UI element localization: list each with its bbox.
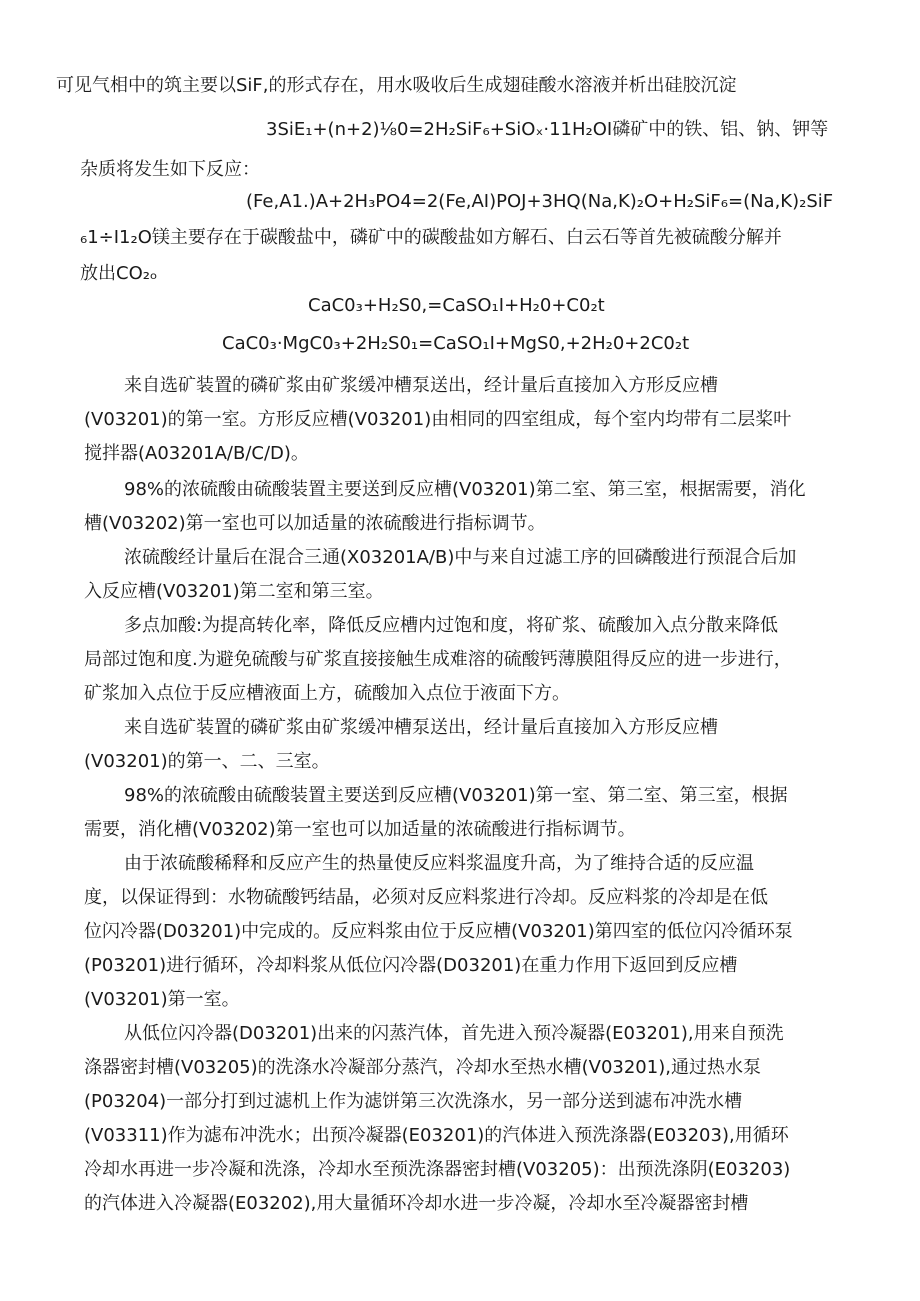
paragraph-line: 浓硫酸经计量后在混合三通(X03201A/B)中与来自过滤工序的回磷酸进行预混合后加: [124, 547, 797, 568]
formula-line: (Fe,A1.)A+2H₃PO4=2(Fe,AI)POJ+3HQ(Na,K)₂O+H₂SiF₆=(Na,K)₂SiF: [246, 191, 834, 212]
paragraph-line: (V03201)的第一、二、三室。: [84, 751, 330, 772]
paragraph-line: 的汽体进入冷凝器(E03202),用大量循环冷却水进一步冷凝，冷却水至冷凝器密封槽: [84, 1193, 749, 1214]
paragraph-line: (V03201)的第一室。方形反应槽(V03201)由相同的四室组成，每个室内均带有二层桨叶: [84, 409, 792, 430]
paragraph-line: (V03201)第一室。: [84, 989, 240, 1010]
paragraph-line: 多点加酸:为提高转化率，降低反应槽内过饱和度，将矿浆、硫酸加入点分散来降低: [124, 615, 779, 636]
paragraph-line: 需要，消化槽(V03202)第一室也可以加适量的浓硫酸进行指标调节。: [84, 819, 636, 840]
paragraph-line: (V03311)作为滤布冲洗水；出预冷凝器(E03201)的汽体进入预洗涤器(E03203),用循环: [84, 1125, 789, 1146]
text-line: 杂质将发生如下反应：: [80, 159, 260, 180]
paragraph-line: 98%的浓硫酸由硫酸装置主要送到反应槽(V03201)第一室、第二室、第三室，根据: [124, 785, 788, 806]
paragraph-line: 来自选矿装置的磷矿浆由矿浆缓冲槽泵送出，经计量后直接加入方形反应槽: [124, 375, 718, 396]
text-line: 可见气相中的筑主要以SiF,的形式存在，用水吸收后生成翅硅酸水溶液并析出硅胶沉淀: [56, 75, 737, 96]
paragraph-line: 度，以保证得到：水物硫酸钙结晶，必须对反应料浆进行冷却。反应料浆的冷却是在低: [84, 887, 768, 908]
text-line: ₆1÷I1₂O镁主要存在于碳酸盐中，磷矿中的碳酸盐如方解石、白云石等首先被硫酸分解并: [80, 227, 782, 248]
paragraph-line: 搅拌器(A03201A∕B∕C∕D)。: [84, 443, 309, 464]
paragraph-line: 冷却水再进一步冷凝和洗涤，冷却水至预洗涤器密封槽(V03205)：出预洗涤阴(E03203): [84, 1159, 791, 1180]
paragraph-line: 涤器密封槽(V03205)的洗涤水冷凝部分蒸汽，冷却水至热水槽(V03201),通过热水泵: [84, 1057, 761, 1078]
paragraph-line: 由于浓硫酸稀释和反应产生的热量使反应料浆温度升高，为了维持合适的反应温: [124, 853, 754, 874]
paragraph-line: 槽(V03202)第一室也可以加适量的浓硫酸进行指标调节。: [84, 513, 546, 534]
paragraph-line: 局部过饱和度.为避免硫酸与矿浆直接接触生成难溶的硫酸钙薄膜阻得反应的进一步进行，: [84, 649, 792, 670]
paragraph-line: 矿浆加入点位于反应槽液面上方，硫酸加入点位于液面下方。: [84, 683, 570, 704]
paragraph-line: (P03204)一部分打到过滤机上作为滤饼第三次洗涤水，另一部分送到滤布冲洗水槽: [84, 1091, 743, 1112]
paragraph-line: 98%的浓硫酸由硫酸装置主要送到反应槽(V03201)第二室、第三室，根据需要，消化: [124, 479, 806, 500]
formula-line: CaC0₃·MgC0₃+2H₂S0₁=CaSO₁I+MgS0,+2H₂0+2C0₂t: [222, 333, 690, 354]
paragraph-line: 位闪冷器(D03201)中完成的。反应料浆由位于反应槽(V03201)第四室的低位闪冷循环泵: [84, 921, 793, 942]
text-line: 放出CO₂ₒ: [80, 263, 158, 284]
paragraph-line: 来自选矿装置的磷矿浆由矿浆缓冲槽泵送出，经计量后直接加入方形反应槽: [124, 717, 718, 738]
paragraph-line: (P03201)进行循环，冷却料浆从低位闪冷器(D03201)在重力作用下返回到反应槽: [84, 955, 738, 976]
paragraph-line: 从低位闪冷器(D03201)出来的闪蒸汽体，首先进入预冷凝器(E03201),用来自预洗: [124, 1023, 784, 1044]
formula-line: CaC0₃+H₂S0,=CaSO₁I+H₂0+C0₂t: [308, 295, 605, 316]
formula-line: 3SiE₁+(n+2)⅛0=2H₂SiF₆+SiOₓ·11H₂OI磷矿中的铁、铝、钠、钾等: [266, 119, 829, 140]
paragraph-line: 入反应槽(V03201)第二室和第三室。: [84, 581, 384, 602]
